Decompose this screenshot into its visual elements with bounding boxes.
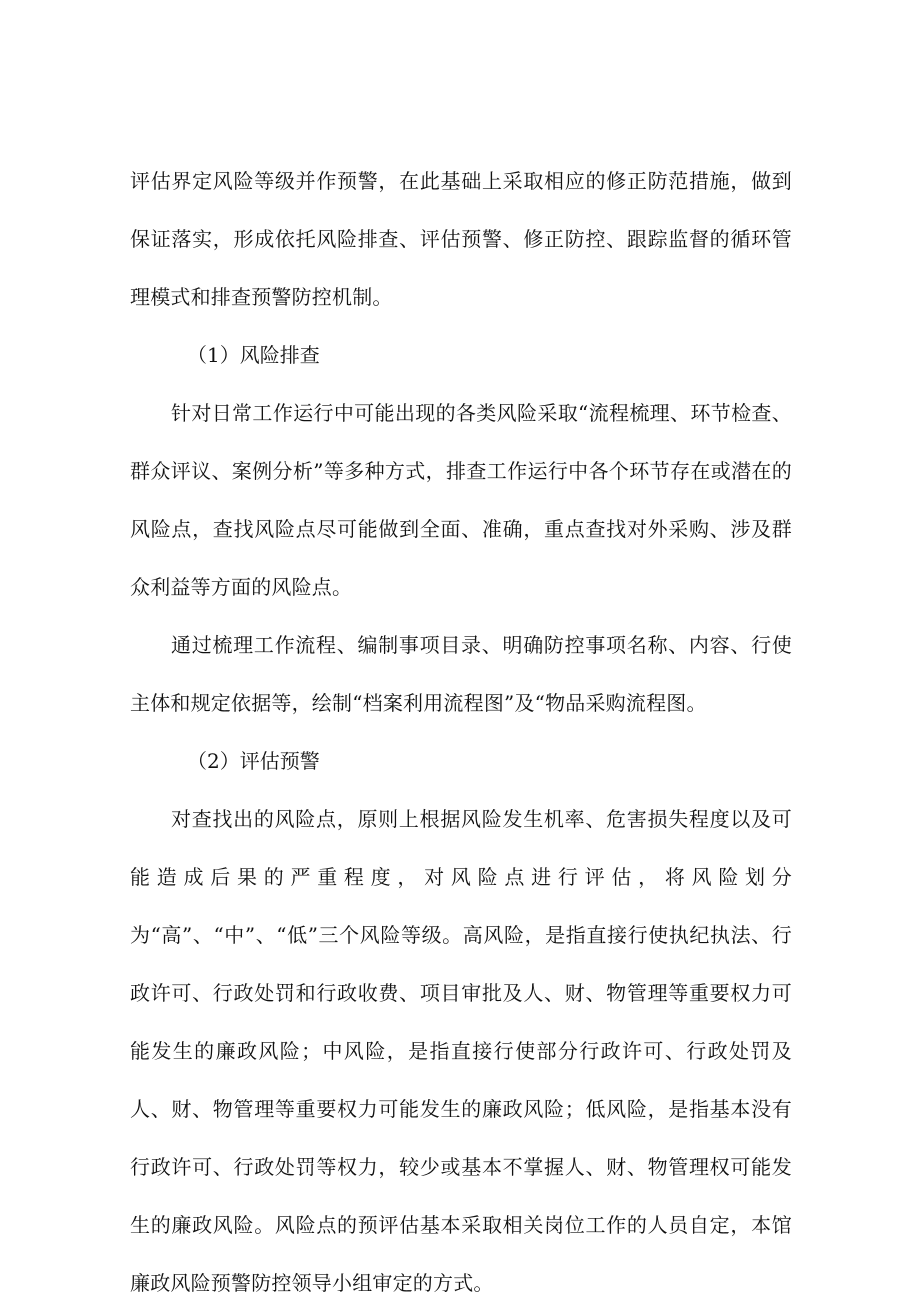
paragraph-risk-check: 针对日常工作运行中可能出现的各类风险采取“流程梳理、环节检查、群众评议、案例分析”等多种方式，排查工作运行中各个环节存在或潜在的风险点，查找风险点尽可能做到全面、准确，重点查找对外采购、涉及群众利益等方面的风险点。 xyxy=(130,401,792,599)
section-heading-risk-check: （1）风险排查 xyxy=(187,343,320,367)
paragraph-workflow: 通过梳理工作流程、编制事项目录、明确防控事项名称、内容、行使主体和规定依据等，绘制“档案利用流程图”及“物品采购流程图。 xyxy=(130,633,792,715)
paragraph-intro: 评估界定风险等级并作预警，在此基础上采取相应的修正防范措施，做到保证落实，形成依托风险排查、评估预警、修正防控、跟踪监督的循环管理模式和排查预警防控机制。 xyxy=(130,169,792,309)
section-heading-assessment: （2）评估预警 xyxy=(187,749,320,773)
document-body xyxy=(130,152,792,1312)
paragraph-assessment: 对查找出的风险点，原则上根据风险发生机率、危害损失程度以及可能造成后果的严重程度，对风险点进行评估，将风险划分为“高”、“中”、“低”三个风险等级。高风险，是指直接行使执纪执法、行政许可、行政处罚和行政收费、项目审批及人、财、物管理等重要权力可能发生的廉政风险；中风险，是指直接行使部分行政许可、行政处罚及人、财、物管理等重要权力可能发生的廉政风险；低风险，是指基本没有行政许可、行政处罚等权力，较少或基本不掌握人、财、物管理权可能发生的廉政风险。风险点的预评估基本采取相关岗位工作的人员自定，本馆廉政风险预警防控领导小组审定的方式。 xyxy=(130,807,792,1295)
